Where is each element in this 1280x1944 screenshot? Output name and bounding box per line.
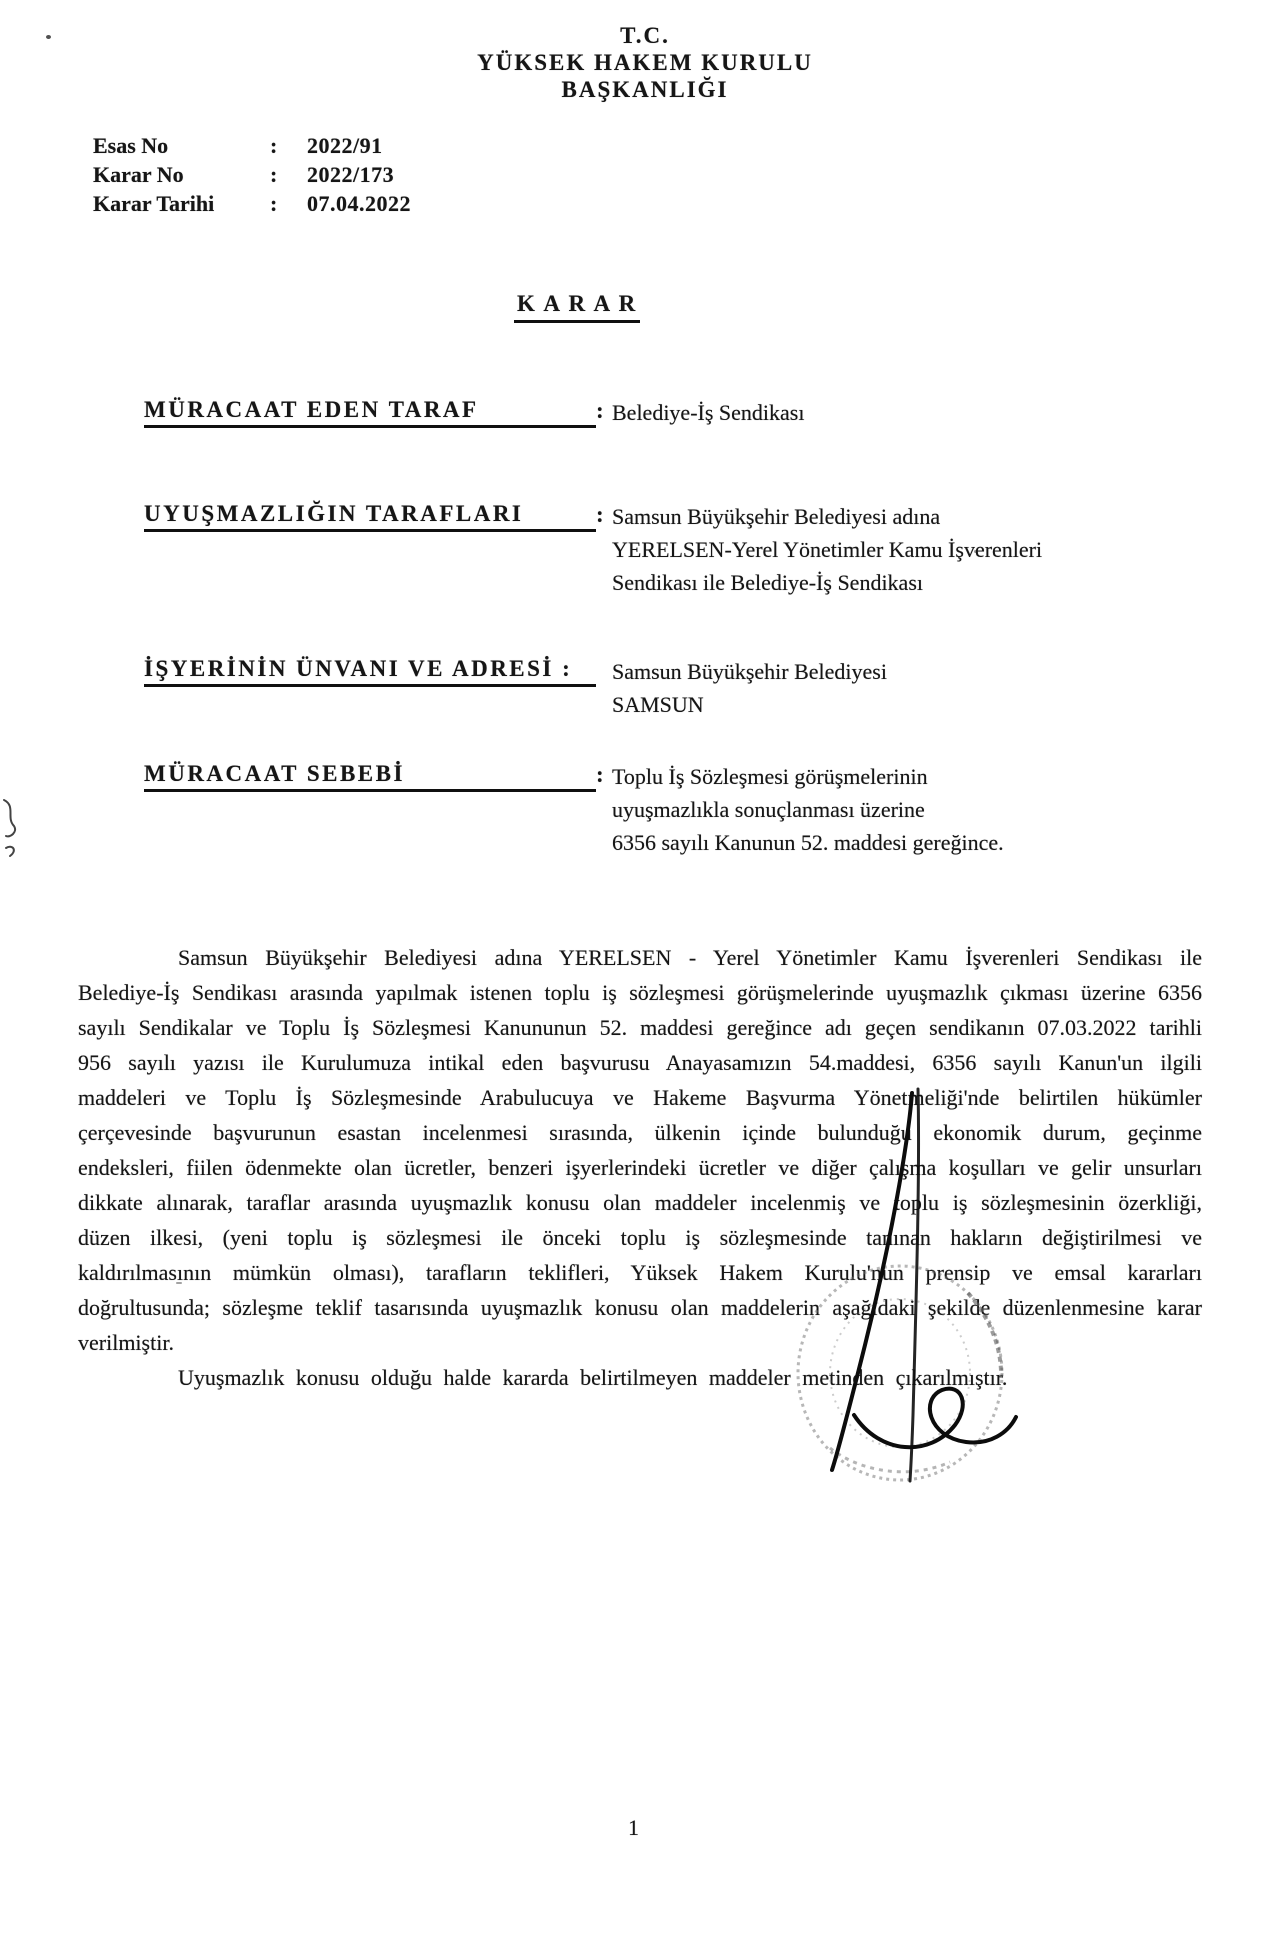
page-number: 1: [628, 1815, 639, 1840]
section-value-line: Belediye-İş Sendikası: [612, 400, 805, 425]
section-value-line: Samsun Büyükşehir Belediyesi: [612, 659, 887, 684]
section-label: MÜRACAAT EDEN TARAF: [144, 396, 596, 428]
section-value-line: Toplu İş Sözleşmesi görüşmelerinin: [612, 764, 928, 789]
section-value-line: 6356 sayılı Kanunun 52. maddesi gereğince.: [612, 830, 1004, 855]
section-colon: :: [596, 762, 604, 787]
section-value-line: uyuşmazlıkla sonuçlanması üzerine: [612, 797, 925, 822]
handwritten-margin-mark: [0, 792, 22, 862]
case-meta: [93, 133, 411, 220]
section-value-line: YERELSEN-Yerel Yönetimler Kamu İşverenleri: [612, 537, 1043, 562]
section-value-line: Sendikası ile Belediye-İş Sendikası: [612, 570, 923, 595]
section-value: [612, 655, 887, 721]
section-value: [612, 396, 804, 429]
section-isyerinin-unvani-adresi: [144, 655, 887, 721]
meta-colon: :: [270, 162, 278, 187]
body-paragraph-1: Samsun Büyükşehir Belediyesi adına YERELSEN - Yerel Yönetimler Kamu İşverenleri Sendikası ile Belediye-İş Sendikası arasında yapılmak istenen toplu iş sözleşmesi görüşmelerinde uyuşmazlık çıkması üzerine 6356 sayılı Sendikalar ve Toplu İş Sözleşmesi Kanununun 52. maddesi gereğince adı geçen sendikanın 07.03.2022 tarihli 956 sayılı yazısı ile Kurulumuza intikal eden başvurusu Anayasamızın 54.maddesi, 6356 sayılı Kanun'un ilgili maddeleri ve Toplu İş Sözleşmesinde Arabulucuya ve Hakeme Başvurma Yönetmeliği'nde belirtilen hükümler çerçevesinde başvurunun esastan incelenmesi sırasında, ülkenin içinde bulunduğu ekonomik durum, geçinme endeksleri, fiilen ödenmekte olan ücretler, benzeri işyerlerindeki ücretler ve diğer çalışma koşulları ve gelir unsurları dikkate alınarak, taraflar arasında uyuşmazlık konusu olan maddeler incelenmiş ve toplu iş sözleşmesinin özerkliği, düzen ilkesi, (yeni toplu iş sözleşmesi ile önceki toplu iş sözleşmesinde tanınan hakların değiştirilmesi ve kaldırılmasının mümkün olması), tarafların teklifleri, Yüksek Hakem Kurulu'nun prensip ve emsal kararları doğrultusunda; sözleşme teklif tasarısında uyuşmazlık konusu olan maddelerin aşağıdaki şekilde düzenlenmesine karar verilmiştir.: [78, 945, 1202, 1355]
body-paragraph-2: Uyuşmazlık konusu olduğu halde kararda belirtilmeyen maddeler metinden çıkarılmıştır.: [178, 1365, 1008, 1390]
meta-colon: :: [270, 133, 278, 158]
meta-row-karar-no: [93, 162, 411, 191]
section-colon: :: [596, 502, 604, 527]
meta-label: Karar No: [93, 162, 184, 187]
meta-value: 2022/91: [307, 133, 383, 158]
meta-row-karar-tarihi: [93, 191, 411, 220]
meta-colon: :: [270, 191, 278, 216]
section-muracaat-sebebi: [144, 760, 1004, 859]
letterhead-country: T.C.: [620, 23, 670, 48]
decision-title: K A R A R: [514, 291, 640, 323]
section-colon: :: [596, 398, 604, 423]
meta-value: 2022/173: [307, 162, 395, 187]
letterhead-unit: BAŞKANLIĞI: [561, 77, 729, 102]
signature: [770, 1085, 1050, 1485]
section-value: [612, 760, 1004, 859]
section-value-line: Samsun Büyükşehir Belediyesi adına: [612, 504, 941, 529]
meta-label: Esas No: [93, 133, 169, 158]
letterhead-institution: YÜKSEK HAKEM KURULU: [477, 50, 813, 75]
letterhead: [0, 22, 1280, 103]
section-uyusmazligin-taraflari: [144, 500, 1042, 599]
meta-label: Karar Tarihi: [93, 191, 215, 216]
section-label: UYUŞMAZLIĞIN TARAFLARI: [144, 500, 596, 532]
section-value: [612, 500, 1042, 599]
meta-row-esas-no: [93, 133, 411, 162]
section-label: İŞYERİNİN ÜNVANI VE ADRESİ :: [144, 655, 596, 687]
section-value-line: SAMSUN: [612, 692, 704, 717]
section-muracaat-eden-taraf: [144, 396, 804, 429]
meta-value: 07.04.2022: [307, 191, 411, 216]
section-label: MÜRACAAT SEBEBİ: [144, 760, 596, 792]
